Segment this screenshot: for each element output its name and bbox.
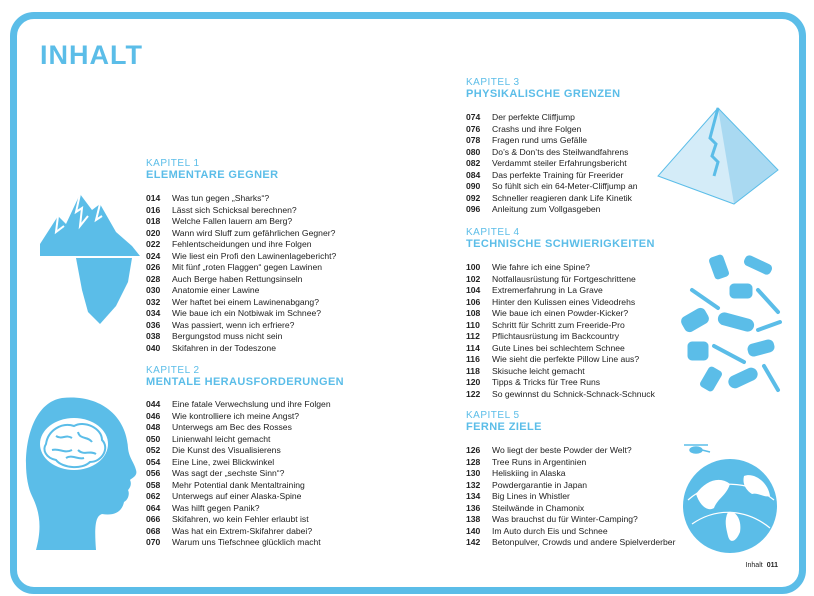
toc-entry	[466, 158, 638, 170]
toc-entry	[466, 377, 655, 389]
toc-entry	[146, 193, 336, 205]
toc-entry	[146, 457, 331, 469]
toc-entry-title: Was tun gegen „Sharks“?	[172, 193, 270, 203]
toc-entry-title: Gute Lines bei schlechtem Schnee	[492, 342, 625, 353]
toc-entry-title: Schneller reagieren dank Life Kinetik	[492, 192, 632, 203]
toc-page-number: 054	[146, 456, 161, 467]
toc-entry-title: Wer haftet bei einem Lawinenabgang?	[172, 296, 319, 307]
toc-entry-title: Powdergarantie in Japan	[492, 479, 588, 490]
toc-entry	[146, 491, 331, 503]
toc-entry	[466, 331, 655, 343]
toc-page-number: 132	[466, 479, 481, 490]
toc-page-number: 046	[146, 410, 161, 421]
toc-page-number: 080	[466, 146, 481, 157]
toc-entry-title: Schritt für Schritt zum Freeride-Pro	[492, 319, 625, 330]
toc-page-number: 104	[466, 285, 481, 295]
chapter-5-list	[466, 445, 675, 549]
chapter-1-title: ELEMENTARE GEGNER	[146, 169, 279, 181]
toc-page-number: 118	[466, 365, 480, 376]
toc-entry-title: Tipps & Tricks für Tree Runs	[492, 377, 601, 387]
toc-entry-title: Wie fahre ich eine Spine?	[492, 262, 590, 272]
toc-entry	[466, 193, 638, 205]
toc-entry-title: Notfallausrüstung für Fortgeschrittene	[492, 273, 636, 284]
toc-entry	[146, 537, 331, 549]
toc-entry-title: Big Lines in Whistler	[492, 491, 570, 501]
toc-entry-title: Das perfekte Training für Freerider	[492, 169, 624, 180]
chapter-5-label: KAPITEL 5	[466, 410, 520, 421]
toc-entry	[146, 216, 336, 228]
toc-page-number: 014	[146, 193, 161, 203]
toc-entry-title: Mit fünf „roten Flaggen“ gegen Lawinen	[172, 262, 323, 272]
toc-entry-title: Unterwegs auf einer Alaska-Spine	[172, 491, 302, 501]
toc-page-number: 106	[466, 296, 481, 307]
toc-entry	[146, 228, 336, 240]
toc-page-number: 050	[146, 433, 161, 444]
toc-entry	[466, 468, 675, 480]
toc-entry-title: Tree Runs in Argentinien	[492, 456, 587, 467]
toc-page-number: 070	[146, 537, 161, 547]
toc-page-number: 040	[146, 342, 161, 353]
toc-entry	[466, 491, 675, 503]
toc-entry	[466, 112, 638, 124]
toc-entry-title: Skifahren in der Todeszone	[172, 342, 276, 353]
toc-entry-title: Mehr Potential dank Mentaltraining	[172, 479, 305, 490]
chapter-2-list	[146, 399, 331, 549]
toc-entry-title: Anleitung zum Vollgasgeben	[492, 204, 601, 214]
toc-entry-title: Was sagt der „sechste Sinn“?	[172, 468, 285, 478]
toc-page-number: 126	[466, 445, 481, 455]
toc-entry	[466, 181, 638, 193]
toc-entry-title: Skisuche leicht gemacht	[492, 365, 585, 376]
toc-page-number: 044	[146, 399, 161, 409]
toc-page-number: 084	[466, 169, 481, 180]
toc-entry	[466, 135, 638, 147]
toc-entry-title: So fühlt sich ein 64-Meter-Cliffjump an	[492, 181, 638, 191]
chapter-3-title: PHYSIKALISCHE GRENZEN	[466, 88, 621, 100]
page-footer	[746, 562, 778, 569]
toc-entry	[466, 170, 638, 182]
globe-helicopter-icon	[678, 440, 780, 558]
toc-entry-title: Im Auto durch Eis und Schnee	[492, 525, 608, 536]
head-brain-icon	[22, 392, 140, 552]
toc-entry	[466, 354, 655, 366]
chapter-4-title: TECHNISCHE SCHWIERIGKEITEN	[466, 238, 655, 250]
toc-entry	[466, 124, 638, 136]
chapter-3-list	[466, 112, 638, 216]
toc-entry-title: Wo liegt der beste Powder der Welt?	[492, 445, 632, 455]
toc-entry	[146, 239, 336, 251]
toc-entry	[146, 308, 336, 320]
toc-entry	[146, 251, 336, 263]
toc-page-number: 032	[146, 296, 161, 307]
toc-entry	[466, 204, 638, 216]
toc-entry-title: Hinter den Kulissen eines Videodrehs	[492, 296, 636, 307]
toc-entry-title: Eine Line, zwei Blickwinkel	[172, 456, 275, 467]
toc-page-number: 064	[146, 502, 161, 513]
toc-page-number: 024	[146, 250, 161, 261]
toc-page-number: 056	[146, 468, 161, 478]
chapter-4-label: KAPITEL 4	[466, 227, 520, 238]
toc-page-number: 096	[466, 204, 481, 214]
toc-page-number: 018	[146, 216, 161, 226]
toc-page-number: 028	[146, 273, 161, 284]
toc-entry	[146, 274, 336, 286]
toc-page-number: 038	[146, 331, 161, 341]
toc-entry-title: Steilwände in Chamonix	[492, 502, 585, 513]
tools-equipment-icon	[674, 250, 784, 400]
toc-entry	[466, 514, 675, 526]
toc-entry	[146, 320, 336, 332]
toc-page-number: 130	[466, 468, 481, 478]
toc-entry	[466, 147, 638, 159]
toc-entry-title: Anatomie einer Lawine	[172, 285, 260, 295]
chapter-1-label: KAPITEL 1	[146, 158, 200, 169]
toc-page-number: 142	[466, 537, 481, 547]
toc-page-number: 058	[146, 479, 161, 490]
toc-entry-title: Wann wird Sluff zum gefährlichen Gegner?	[172, 227, 336, 238]
toc-entry-title: Extremerfahrung in La Grave	[492, 285, 603, 295]
pyramid-cliff-icon	[654, 104, 782, 214]
toc-entry	[146, 503, 331, 515]
toc-entry-title: Verdammt steiler Erfahrungsbericht	[492, 158, 627, 168]
toc-entry	[466, 285, 655, 297]
toc-page-number: 138	[466, 514, 481, 524]
toc-entry	[146, 422, 331, 434]
toc-page-number: 100	[466, 262, 481, 272]
chapter-3-label: KAPITEL 3	[466, 77, 520, 88]
toc-page-number: 062	[146, 491, 161, 501]
toc-entry-title: Linienwahl leicht gemacht	[172, 433, 271, 444]
toc-entry-title: Bergungstod muss nicht sein	[172, 331, 283, 341]
toc-page-number: 052	[146, 445, 161, 455]
toc-entry-title: Was hat ein Extrem-Skifahrer dabei?	[172, 525, 313, 536]
toc-entry-title: Wie sieht die perfekte Pillow Line aus?	[492, 354, 640, 364]
toc-entry-title: Warum uns Tiefschnee glücklich macht	[172, 537, 321, 547]
page-title: INHALT	[40, 40, 143, 70]
toc-page-number: 114	[466, 342, 480, 353]
toc-entry-title: Lässt sich Schicksal berechnen?	[172, 204, 297, 215]
toc-page-number: 078	[466, 135, 481, 145]
toc-page-number: 066	[146, 514, 161, 524]
toc-page-number: 074	[466, 112, 481, 122]
chapter-2-label: KAPITEL 2	[146, 365, 200, 376]
toc-entry	[146, 411, 331, 423]
toc-entry	[146, 526, 331, 538]
toc-entry-title: Skifahren, wo kein Fehler erlaubt ist	[172, 514, 309, 524]
toc-page-number: 140	[466, 525, 481, 536]
toc-entry-title: So gewinnst du Schnick-Schnack-Schnuck	[492, 388, 655, 399]
toc-entry	[466, 308, 655, 320]
toc-page-number: 016	[146, 204, 161, 215]
toc-entry-title: Heliskiing in Alaska	[492, 468, 566, 478]
footer-page-number: 011	[766, 562, 778, 569]
chapter-1-list	[146, 193, 336, 354]
toc-entry-title: Was passiert, wenn ich erfriere?	[172, 319, 295, 330]
toc-page-number: 022	[146, 239, 161, 249]
toc-entry-title: Fragen rund ums Gefälle	[492, 135, 588, 145]
toc-entry	[466, 262, 655, 274]
toc-page-number: 112	[466, 331, 480, 341]
toc-entry	[146, 343, 336, 355]
toc-page-number: 122	[466, 388, 481, 399]
toc-entry-title: Die Kunst des Visualisierens	[172, 445, 281, 455]
toc-entry-title: Was brauchst du für Winter-Camping?	[492, 514, 638, 524]
toc-page-number: 020	[146, 227, 161, 238]
toc-entry	[146, 514, 331, 526]
toc-entry	[466, 366, 655, 378]
toc-entry-title: Fehlentscheidungen und ihre Folgen	[172, 239, 312, 249]
toc-entry-title: Wie liest ein Profi den Lawinenlagebericht?	[172, 250, 337, 261]
toc-entry	[466, 297, 655, 309]
toc-entry	[146, 434, 331, 446]
toc-entry-title: Unterwegs am Bec des Rosses	[172, 422, 292, 432]
toc-entry	[466, 537, 675, 549]
toc-entry-title: Wie baue ich einen Powder-Kicker?	[492, 308, 629, 318]
toc-entry	[146, 205, 336, 217]
toc-entry	[146, 445, 331, 457]
toc-entry-title: Pflichtausrüstung im Backcountry	[492, 331, 620, 341]
toc-entry-title: Eine fatale Verwechslung und ihre Folgen	[172, 399, 331, 409]
toc-entry	[146, 262, 336, 274]
chapter-2-title: MENTALE HERAUSFORDERUNGEN	[146, 376, 345, 388]
toc-page-number: 034	[146, 308, 161, 318]
toc-entry	[466, 320, 655, 332]
toc-entry	[146, 285, 336, 297]
toc-entry	[146, 399, 331, 411]
toc-entry-title: Betonpulver, Crowds und andere Spielverderber	[492, 537, 676, 547]
toc-entry	[146, 480, 331, 492]
toc-entry	[466, 274, 655, 286]
toc-entry-title: Welche Fallen lauern am Berg?	[172, 216, 293, 226]
toc-entry-title: Wie baue ich ein Notbiwak im Schnee?	[172, 308, 322, 318]
toc-page-number: 136	[466, 502, 481, 513]
toc-page-number: 120	[466, 377, 481, 387]
footer-label: Inhalt	[745, 562, 763, 569]
toc-page-number: 092	[466, 192, 481, 203]
toc-page-number: 082	[466, 158, 481, 168]
toc-page-number: 076	[466, 123, 481, 134]
toc-entry-title: Was hilft gegen Panik?	[172, 502, 260, 513]
toc-entry-title: Wie kontrolliere ich meine Angst?	[172, 410, 300, 421]
toc-page-number: 134	[466, 491, 481, 501]
toc-page-number: 090	[466, 181, 481, 191]
toc-page-number: 108	[466, 308, 481, 318]
toc-page-number: 102	[466, 273, 481, 284]
toc-entry	[466, 389, 655, 401]
toc-page-number: 110	[466, 319, 480, 330]
toc-entry	[466, 445, 675, 457]
toc-entry	[466, 503, 675, 515]
toc-page-number: 048	[146, 422, 161, 432]
toc-entry	[146, 297, 336, 309]
toc-entry	[466, 343, 655, 355]
toc-page-number: 128	[466, 456, 481, 467]
toc-page-number: 116	[466, 354, 480, 364]
toc-page-number: 030	[146, 285, 161, 295]
chapter-4-list	[466, 262, 655, 400]
toc-entry	[146, 468, 331, 480]
toc-entry	[466, 526, 675, 538]
toc-entry	[466, 457, 675, 469]
iceberg-mountain-icon	[36, 186, 144, 328]
toc-entry	[146, 331, 336, 343]
toc-page-number: 026	[146, 262, 161, 272]
toc-entry-title: Der perfekte Cliffjump	[492, 112, 575, 122]
toc-entry-title: Auch Berge haben Rettungsinseln	[172, 273, 303, 284]
toc-entry-title: Do’s & Don’ts des Steilwandfahrens	[492, 146, 629, 157]
toc-page-number: 036	[146, 319, 161, 330]
chapter-5-title: FERNE ZIELE	[466, 421, 542, 433]
toc-entry	[466, 480, 675, 492]
toc-entry-title: Crashs und ihre Folgen	[492, 123, 582, 134]
toc-page-number: 068	[146, 525, 161, 536]
